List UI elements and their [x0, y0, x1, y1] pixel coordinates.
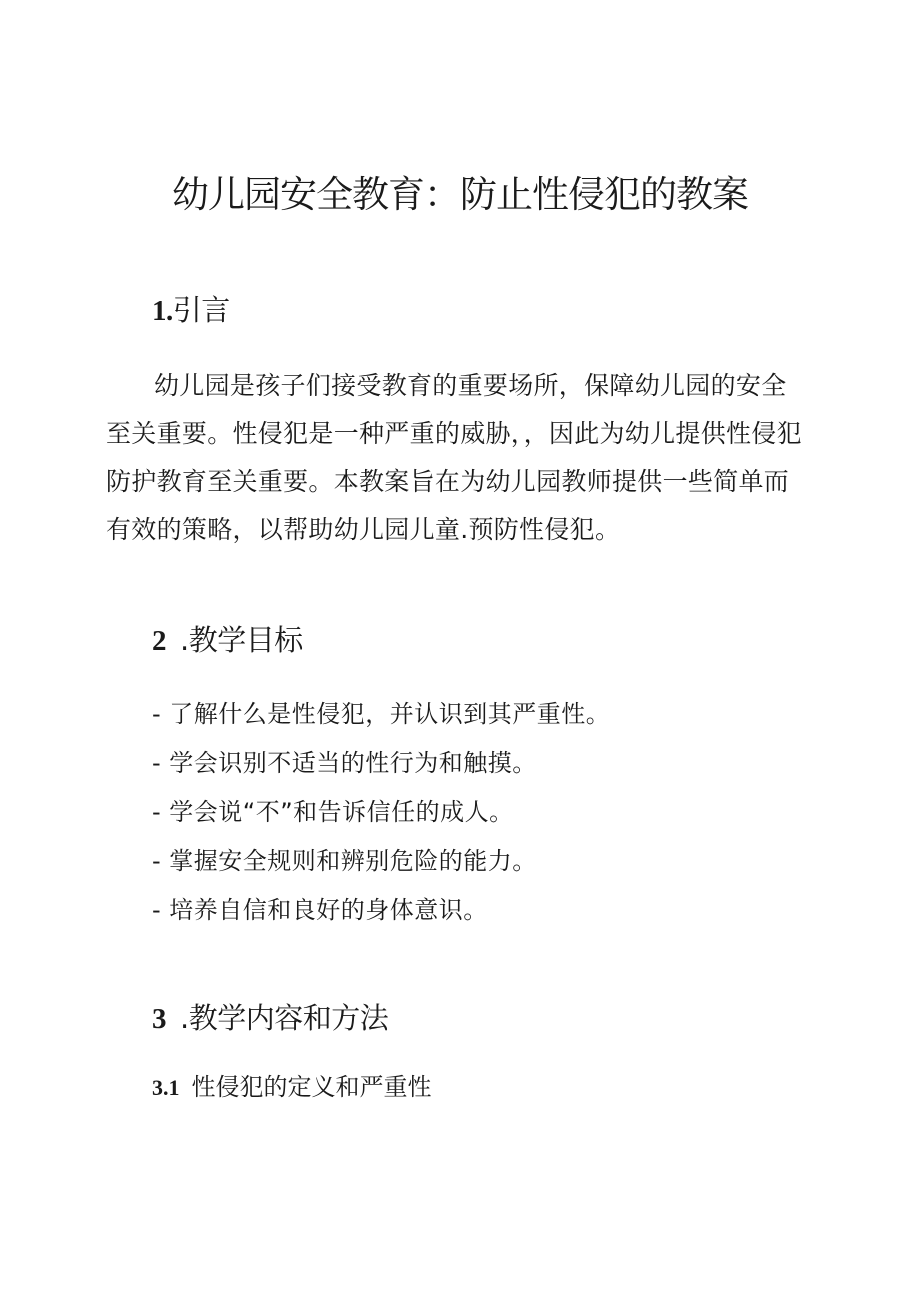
subsection-3-1-number: 3.1: [152, 1075, 180, 1100]
section-1-paragraph: 幼儿园是孩子们接受教育的重要场所，保障幼儿园的安全至关重要。性侵犯是一种严重的威胁，，因此为幼儿提供性侵犯防护教育至关重要。本教案旨在为幼儿园教师提供一些简单而有效的策略，以帮助幼儿园儿童.预防性侵犯。: [106, 371, 802, 544]
subsection-3-1-title: 性侵犯的定义和严重性: [191, 1073, 432, 1101]
list-item: - 培养自信和良好的身体意识。: [152, 896, 488, 924]
list-item: - 学会说“不”和告诉信任的成人。: [152, 798, 514, 826]
section-2-heading: [152, 620, 303, 661]
section-1-heading: [152, 290, 230, 331]
section-2-title: .教学目标: [180, 623, 303, 657]
section-3-heading: [152, 998, 388, 1039]
section-3-number: 3: [152, 1003, 166, 1035]
document-title: 幼儿园安全教育：防止性侵犯的教案: [172, 173, 748, 216]
section-3-title: .教学内容和方法: [180, 1001, 389, 1035]
section-2-number: 2: [152, 625, 166, 657]
list-item: - 学会识别不适当的性行为和触摸。: [152, 749, 537, 777]
list-item: - 掌握安全规则和辨别危险的能力。: [152, 847, 537, 875]
list-item: - 了解什么是性侵犯，并认识到其严重性。: [152, 700, 611, 728]
section-1-title: 引言: [172, 293, 230, 327]
subsection-3-1-heading: [152, 1070, 432, 1105]
objectives-list: [152, 690, 610, 935]
section-1-number: 1.: [152, 295, 173, 327]
